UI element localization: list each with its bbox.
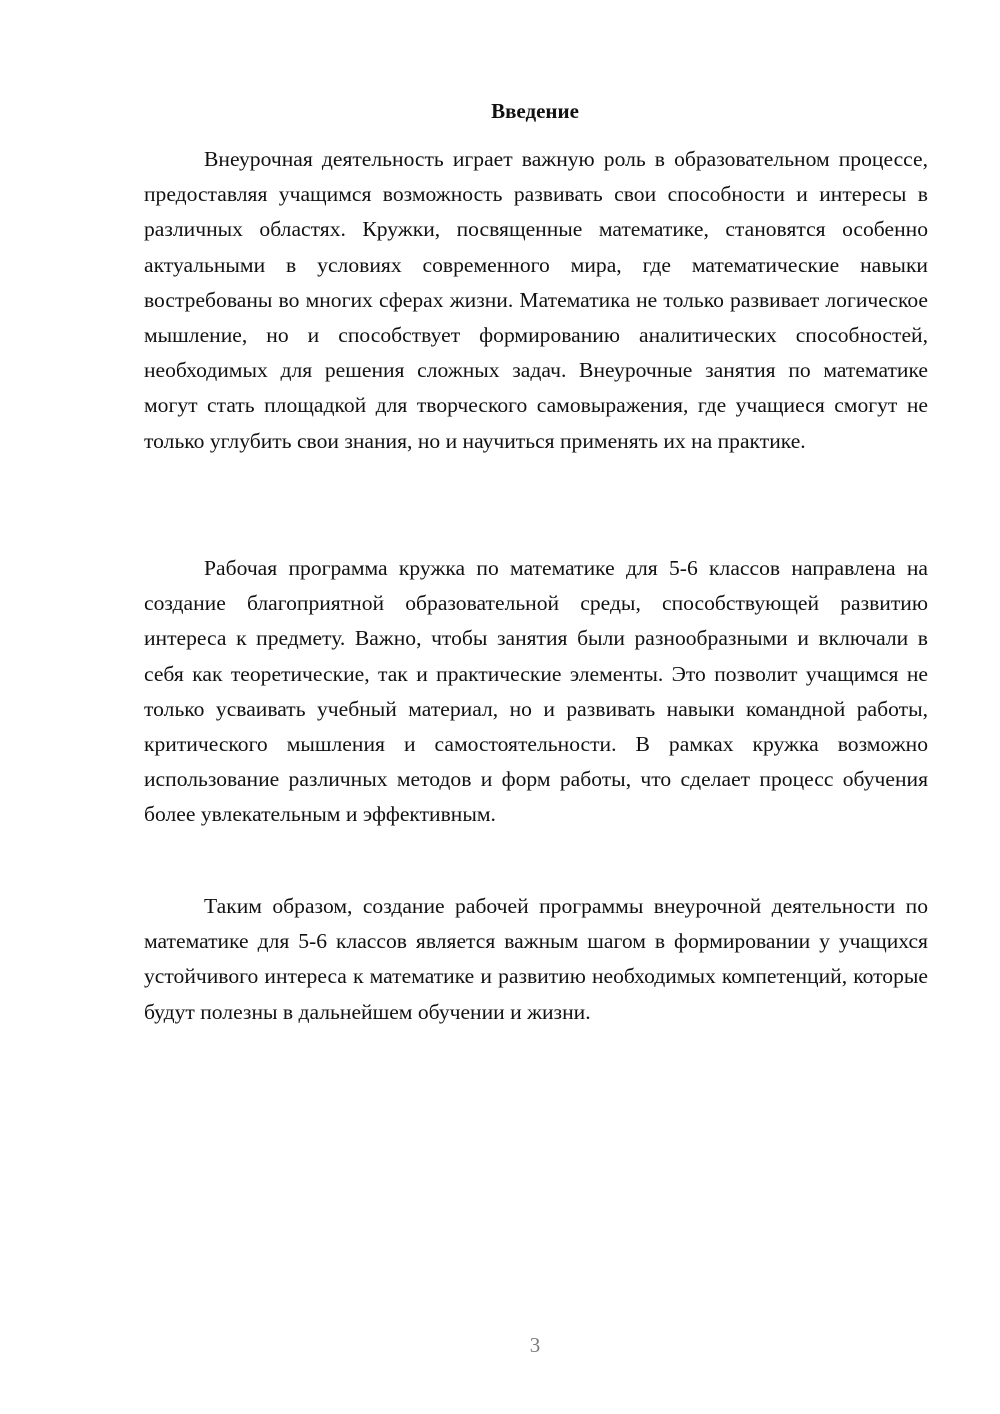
paragraph-1: Внеурочная деятельность играет важную роль в образовательном процессе, предоставляя учащимся возможность развивать свои способности и интересы в различных областях. Кружки, посвященные математике, становятся особенно актуальными в условиях современного мира, где математические навыки востребованы во многих сферах жизни. Математика не только развивает логическое мышление, но и способствует формированию аналитических способностей, необходимых для решения сложных задач. Внеурочные занятия по математике могут стать площадкой для творческого самовыражения, где учащиеся смогут не только углубить свои знания, но и научиться применять их на практике. (144, 147, 928, 453)
page-number: 3 (529, 1333, 541, 1357)
paragraph-2: Рабочая программа кружка по математике для 5-6 классов направлена на создание благоприятной образовательной среды, способствующей развитию интереса к предмету. Важно, чтобы занятия были разнообразными и включали в себя как теоретические, так и практические элементы. Это позволит учащимся не только усваивать учебный материал, но и развивать навыки командной работы, критического мышления и самостоятельности. В рамках кружка возможно использование различных методов и форм работы, что сделает процесс обучения более увлекательным и эффективным. (144, 556, 928, 827)
paragraph-3: Таким образом, создание рабочей программы внеурочной деятельности по математике для 5-6 классов является важным шагом в формировании у учащихся устойчивого интереса к математике и развитию необходимых компетенций, которые будут полезны в дальнейшем обучении и жизни. (144, 894, 928, 1024)
paragraph-3-block (144, 889, 928, 1030)
page-title: Введение (491, 99, 579, 123)
paragraph-2-block (144, 551, 928, 833)
paragraph-1-block (144, 142, 928, 459)
